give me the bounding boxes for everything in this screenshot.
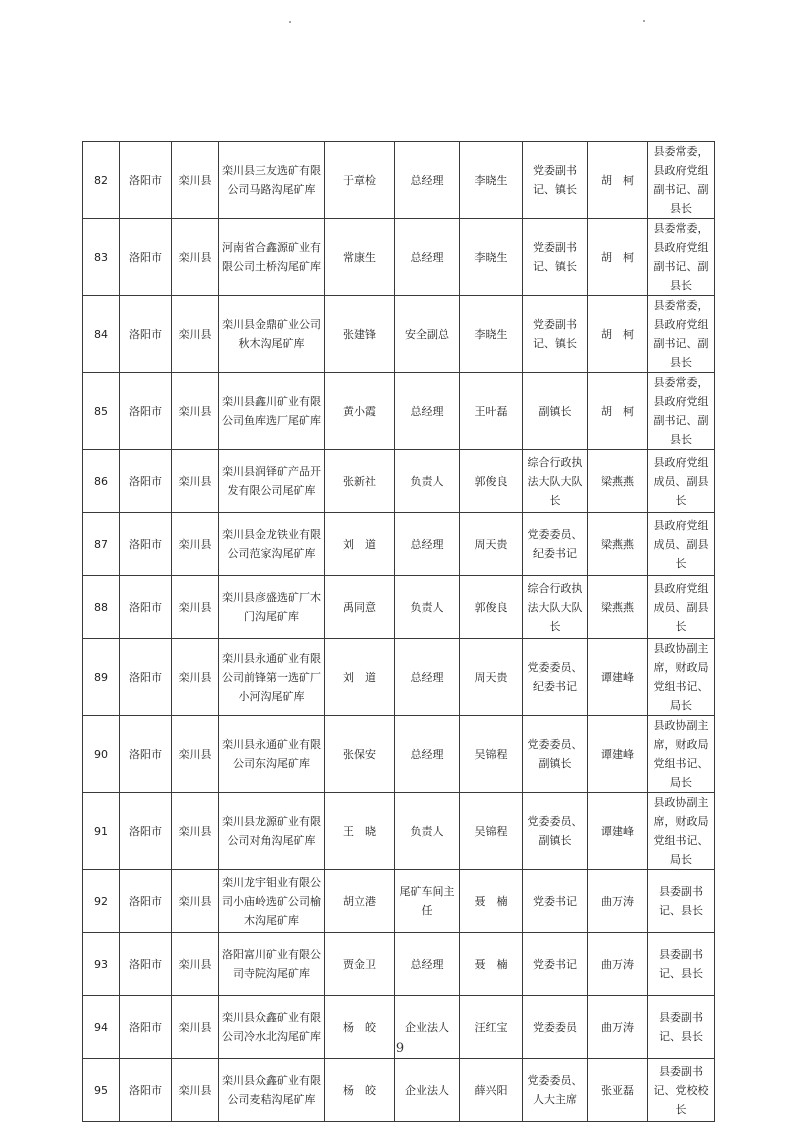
company-responsible-person: 禹同意 bbox=[325, 576, 395, 639]
row-number: 90 bbox=[83, 716, 120, 793]
row-number: 92 bbox=[83, 870, 120, 933]
tailings-pond-name: 栾川龙宇钼业有限公司小庙岭选矿公司榆木沟尾矿库 bbox=[219, 870, 325, 933]
tailings-pond-name: 栾川县众鑫矿业有限公司麦秸沟尾矿库 bbox=[219, 1059, 325, 1122]
company-responsible-person: 于章检 bbox=[325, 142, 395, 219]
company-person-title: 总经理 bbox=[395, 373, 460, 450]
county-cell: 栾川县 bbox=[172, 639, 219, 716]
city-cell: 洛阳市 bbox=[120, 639, 172, 716]
city-cell: 洛阳市 bbox=[120, 996, 172, 1059]
company-responsible-person: 刘 道 bbox=[325, 639, 395, 716]
county-cell: 栾川县 bbox=[172, 373, 219, 450]
county-responsible-person: 谭建峰 bbox=[588, 793, 648, 870]
row-number: 94 bbox=[83, 996, 120, 1059]
city-cell: 洛阳市 bbox=[120, 450, 172, 513]
township-person-title: 党委书记 bbox=[523, 933, 588, 996]
township-responsible-person: 周天贵 bbox=[460, 513, 523, 576]
company-person-title: 总经理 bbox=[395, 219, 460, 296]
tailings-pond-name: 栾川县众鑫矿业有限公司冷水北沟尾矿库 bbox=[219, 996, 325, 1059]
company-person-title: 负责人 bbox=[395, 576, 460, 639]
tailings-pond-name: 栾川县永通矿业有限公司前锋第一选矿厂小河沟尾矿库 bbox=[219, 639, 325, 716]
township-person-title: 党委委员、副镇长 bbox=[523, 793, 588, 870]
company-responsible-person: 常康生 bbox=[325, 219, 395, 296]
county-responsible-person: 曲万涛 bbox=[588, 996, 648, 1059]
row-number: 91 bbox=[83, 793, 120, 870]
table-row bbox=[83, 450, 715, 513]
county-cell: 栾川县 bbox=[172, 219, 219, 296]
city-cell: 洛阳市 bbox=[120, 373, 172, 450]
table-row bbox=[83, 1059, 715, 1122]
township-person-title: 综合行政执法大队大队长 bbox=[523, 450, 588, 513]
township-person-title: 党委委员、副镇长 bbox=[523, 716, 588, 793]
row-number: 89 bbox=[83, 639, 120, 716]
company-person-title: 总经理 bbox=[395, 639, 460, 716]
table-row bbox=[83, 576, 715, 639]
county-cell: 栾川县 bbox=[172, 296, 219, 373]
county-person-title: 县政府党组成员、副县长 bbox=[648, 576, 715, 639]
county-person-title: 县委常委，县政府党组副书记、副县长 bbox=[648, 219, 715, 296]
township-responsible-person: 吴锦程 bbox=[460, 793, 523, 870]
company-person-title: 总经理 bbox=[395, 513, 460, 576]
table-row bbox=[83, 296, 715, 373]
tailings-pond-name: 栾川县龙源矿业有限公司对角沟尾矿库 bbox=[219, 793, 325, 870]
township-responsible-person: 郭俊良 bbox=[460, 450, 523, 513]
company-responsible-person: 张新社 bbox=[325, 450, 395, 513]
city-cell: 洛阳市 bbox=[120, 933, 172, 996]
company-responsible-person: 胡立港 bbox=[325, 870, 395, 933]
tailings-pond-name: 栾川县彦盛选矿厂木门沟尾矿库 bbox=[219, 576, 325, 639]
township-responsible-person: 聂 楠 bbox=[460, 870, 523, 933]
company-person-title: 总经理 bbox=[395, 933, 460, 996]
city-cell: 洛阳市 bbox=[120, 1059, 172, 1122]
township-responsible-person: 李晓生 bbox=[460, 219, 523, 296]
company-person-title: 负责人 bbox=[395, 793, 460, 870]
township-responsible-person: 王叶磊 bbox=[460, 373, 523, 450]
township-person-title: 党委副书记、镇长 bbox=[523, 296, 588, 373]
county-person-title: 县委副书记、县长 bbox=[648, 933, 715, 996]
table-row bbox=[83, 793, 715, 870]
township-person-title: 党委委员、纪委书记 bbox=[523, 639, 588, 716]
row-number: 86 bbox=[83, 450, 120, 513]
company-responsible-person: 贾金卫 bbox=[325, 933, 395, 996]
township-responsible-person: 郭俊良 bbox=[460, 576, 523, 639]
city-cell: 洛阳市 bbox=[120, 219, 172, 296]
city-cell: 洛阳市 bbox=[120, 296, 172, 373]
city-cell: 洛阳市 bbox=[120, 793, 172, 870]
county-person-title: 县政府党组成员、副县长 bbox=[648, 450, 715, 513]
township-person-title: 副镇长 bbox=[523, 373, 588, 450]
county-person-title: 县政协副主席，财政局党组书记、局长 bbox=[648, 639, 715, 716]
county-cell: 栾川县 bbox=[172, 996, 219, 1059]
county-person-title: 县政协副主席，财政局党组书记、局长 bbox=[648, 716, 715, 793]
county-person-title: 县委副书记、党校校长 bbox=[648, 1059, 715, 1122]
row-number: 83 bbox=[83, 219, 120, 296]
table-row bbox=[83, 933, 715, 996]
county-responsible-person: 张亚磊 bbox=[588, 1059, 648, 1122]
tailings-pond-name: 栾川县金龙铁业有限公司范家沟尾矿库 bbox=[219, 513, 325, 576]
table-row bbox=[83, 639, 715, 716]
tailings-pond-name: 栾川县金鼎矿业公司秋木沟尾矿库 bbox=[219, 296, 325, 373]
township-person-title: 党委委员、纪委书记 bbox=[523, 513, 588, 576]
township-person-title: 党委委员、人大主席 bbox=[523, 1059, 588, 1122]
county-responsible-person: 梁燕燕 bbox=[588, 450, 648, 513]
township-responsible-person: 聂 楠 bbox=[460, 933, 523, 996]
township-responsible-person: 李晓生 bbox=[460, 142, 523, 219]
township-responsible-person: 汪红宝 bbox=[460, 996, 523, 1059]
table-row bbox=[83, 513, 715, 576]
county-responsible-person: 胡 柯 bbox=[588, 219, 648, 296]
city-cell: 洛阳市 bbox=[120, 870, 172, 933]
responsibility-table bbox=[82, 141, 715, 1122]
county-cell: 栾川县 bbox=[172, 716, 219, 793]
company-person-title: 企业法人 bbox=[395, 996, 460, 1059]
row-number: 85 bbox=[83, 373, 120, 450]
scan-dot bbox=[643, 20, 645, 22]
township-responsible-person: 周天贵 bbox=[460, 639, 523, 716]
row-number: 84 bbox=[83, 296, 120, 373]
township-person-title: 党委书记 bbox=[523, 870, 588, 933]
county-person-title: 县委副书记、县长 bbox=[648, 870, 715, 933]
city-cell: 洛阳市 bbox=[120, 142, 172, 219]
township-person-title: 党委副书记、镇长 bbox=[523, 219, 588, 296]
county-person-title: 县委副书记、县长 bbox=[648, 996, 715, 1059]
county-responsible-person: 胡 柯 bbox=[588, 142, 648, 219]
county-responsible-person: 梁燕燕 bbox=[588, 513, 648, 576]
city-cell: 洛阳市 bbox=[120, 576, 172, 639]
table-row bbox=[83, 142, 715, 219]
county-responsible-person: 胡 柯 bbox=[588, 373, 648, 450]
county-cell: 栾川县 bbox=[172, 450, 219, 513]
township-responsible-person: 李晓生 bbox=[460, 296, 523, 373]
county-cell: 栾川县 bbox=[172, 933, 219, 996]
row-number: 88 bbox=[83, 576, 120, 639]
county-responsible-person: 曲万涛 bbox=[588, 933, 648, 996]
company-responsible-person: 张建锋 bbox=[325, 296, 395, 373]
county-person-title: 县委常委，县政府党组副书记、副县长 bbox=[648, 296, 715, 373]
county-cell: 栾川县 bbox=[172, 142, 219, 219]
company-person-title: 安全副总 bbox=[395, 296, 460, 373]
tailings-pond-name: 河南省合鑫源矿业有限公司土桥沟尾矿库 bbox=[219, 219, 325, 296]
county-responsible-person: 曲万涛 bbox=[588, 870, 648, 933]
county-person-title: 县政府党组成员、副县长 bbox=[648, 513, 715, 576]
table-row bbox=[83, 373, 715, 450]
township-responsible-person: 薛兴阳 bbox=[460, 1059, 523, 1122]
company-responsible-person: 张保安 bbox=[325, 716, 395, 793]
county-person-title: 县委常委，县政府党组副书记、副县长 bbox=[648, 142, 715, 219]
tailings-pond-name: 洛阳富川矿业有限公司寺院沟尾矿库 bbox=[219, 933, 325, 996]
company-person-title: 负责人 bbox=[395, 450, 460, 513]
company-person-title: 尾矿车间主任 bbox=[395, 870, 460, 933]
table-row bbox=[83, 219, 715, 296]
company-responsible-person: 黄小霞 bbox=[325, 373, 395, 450]
county-responsible-person: 谭建峰 bbox=[588, 716, 648, 793]
table-row bbox=[83, 870, 715, 933]
company-responsible-person: 杨 皎 bbox=[325, 1059, 395, 1122]
company-responsible-person: 刘 道 bbox=[325, 513, 395, 576]
company-person-title: 企业法人 bbox=[395, 1059, 460, 1122]
company-responsible-person: 王 晓 bbox=[325, 793, 395, 870]
tailings-pond-name: 栾川县润铎矿产品开发有限公司尾矿库 bbox=[219, 450, 325, 513]
table-row bbox=[83, 716, 715, 793]
company-person-title: 总经理 bbox=[395, 142, 460, 219]
company-person-title: 总经理 bbox=[395, 716, 460, 793]
county-cell: 栾川县 bbox=[172, 513, 219, 576]
row-number: 87 bbox=[83, 513, 120, 576]
row-number: 82 bbox=[83, 142, 120, 219]
tailings-pond-name: 栾川县鑫川矿业有限公司鱼库选厂尾矿库 bbox=[219, 373, 325, 450]
tailings-pond-name: 栾川县永通矿业有限公司东沟尾矿库 bbox=[219, 716, 325, 793]
page-number: 9 bbox=[395, 1041, 405, 1056]
township-responsible-person: 吴锦程 bbox=[460, 716, 523, 793]
company-responsible-person: 杨 皎 bbox=[325, 996, 395, 1059]
county-cell: 栾川县 bbox=[172, 576, 219, 639]
county-responsible-person: 梁燕燕 bbox=[588, 576, 648, 639]
township-person-title: 党委委员 bbox=[523, 996, 588, 1059]
county-person-title: 县政协副主席，财政局党组书记、局长 bbox=[648, 793, 715, 870]
city-cell: 洛阳市 bbox=[120, 513, 172, 576]
tailings-pond-name: 栾川县三友选矿有限公司马路沟尾矿库 bbox=[219, 142, 325, 219]
county-cell: 栾川县 bbox=[172, 793, 219, 870]
county-responsible-person: 谭建峰 bbox=[588, 639, 648, 716]
county-responsible-person: 胡 柯 bbox=[588, 296, 648, 373]
county-cell: 栾川县 bbox=[172, 870, 219, 933]
row-number: 93 bbox=[83, 933, 120, 996]
scan-dot bbox=[289, 21, 291, 23]
city-cell: 洛阳市 bbox=[120, 716, 172, 793]
township-person-title: 党委副书记、镇长 bbox=[523, 142, 588, 219]
township-person-title: 综合行政执法大队大队长 bbox=[523, 576, 588, 639]
row-number: 95 bbox=[83, 1059, 120, 1122]
county-cell: 栾川县 bbox=[172, 1059, 219, 1122]
county-person-title: 县委常委，县政府党组副书记、副县长 bbox=[648, 373, 715, 450]
